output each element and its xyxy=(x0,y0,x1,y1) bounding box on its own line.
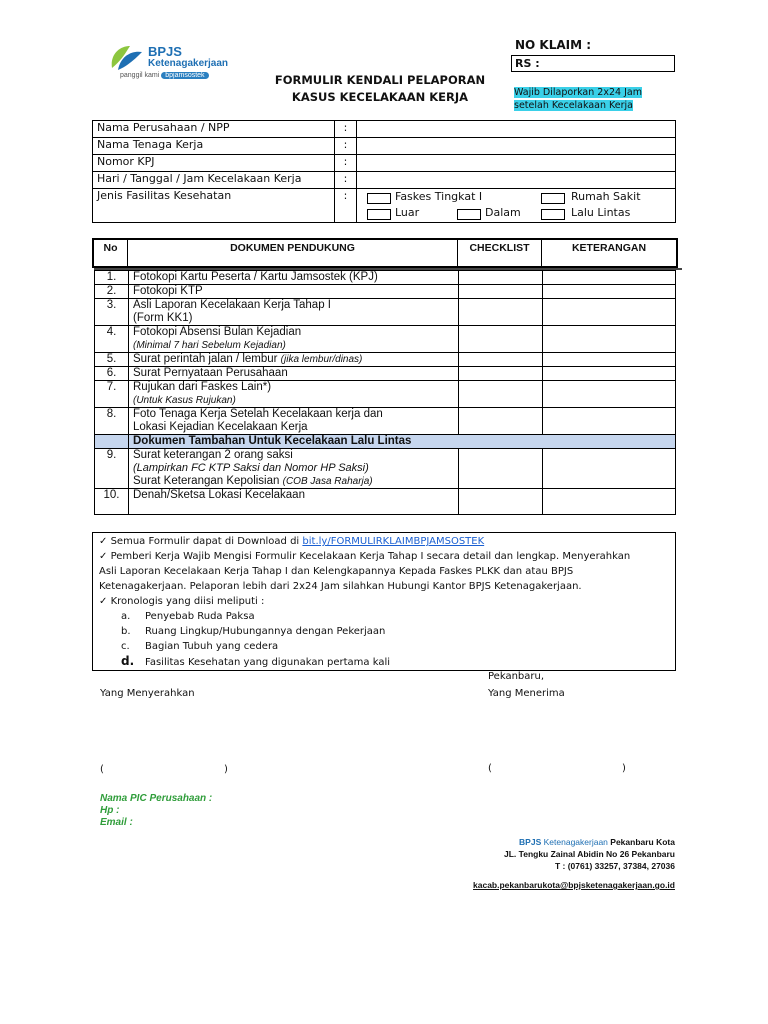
check-icon: ✓ xyxy=(99,596,108,607)
download-link[interactable]: bit.ly/FORMULIRKLAIMBPJAMSOSTEK xyxy=(302,536,485,547)
row-number: 10. xyxy=(95,489,129,515)
doc-line: Fotokopi Absensi Bulan Kejadian xyxy=(133,326,302,338)
wajib-line2: setelah Kecelakaan Kerja xyxy=(514,100,633,111)
pic-email-label: Email : xyxy=(100,817,133,828)
doc-subnote: (Lampirkan FC KTP Saksi dan Nomor HP Saksi) xyxy=(133,462,369,474)
info-row xyxy=(93,172,676,189)
row-number: 6. xyxy=(95,367,129,381)
row-checklist-cell[interactable] xyxy=(459,326,543,353)
row-number: 9. xyxy=(95,449,129,489)
note-line: Asli Laporan Kecelakaan Kerja Tahap I dan Kelengkapannya Kepada Faskes PLKK dan atau BPJS xyxy=(99,566,574,577)
doc-line: Surat perintah jalan / lembur xyxy=(133,353,278,365)
pic-block xyxy=(100,793,212,829)
form-title-line2: KASUS KECELAKAAN KERJA xyxy=(291,90,469,104)
row-number: 5. xyxy=(95,353,129,367)
section-row xyxy=(95,435,676,449)
row-keterangan-cell[interactable] xyxy=(543,367,676,381)
rs-field[interactable]: RS : xyxy=(511,55,675,72)
office-brand: BPJS xyxy=(519,837,542,847)
logo-tagline xyxy=(120,72,209,79)
note-subitem xyxy=(99,639,669,654)
table-row xyxy=(95,449,676,489)
info-label: Jenis Fasilitas Kesehatan xyxy=(93,189,335,223)
sign-receiver-close: ) xyxy=(622,763,626,774)
table-row xyxy=(95,381,676,408)
subitem-marker: a. xyxy=(121,611,131,622)
subitem-marker: d. xyxy=(121,654,135,668)
row-number: 4. xyxy=(95,326,129,353)
doc-line: (Form KK1) xyxy=(133,312,193,324)
office-phone: T : (0761) 33257, 37384, 27036 xyxy=(554,861,675,871)
table-row xyxy=(95,367,676,381)
sign-giver-close: ) xyxy=(224,764,228,775)
row-document xyxy=(129,299,459,326)
doc-line: Asli Laporan Kecelakaan Kerja Tahap I xyxy=(133,299,331,311)
note-subitem xyxy=(99,609,669,624)
sign-receiver-open: ( xyxy=(488,763,492,774)
note-text: Pemberi Kerja Wajib Mengisi Formulir Kecelakaan Kerja Tahap I secara detail dan lengkap. Menyerahkan xyxy=(110,551,631,562)
tagline-text: panggil kami xyxy=(120,72,160,79)
info-colon: : xyxy=(335,121,357,138)
info-colon: : xyxy=(335,155,357,172)
row-document xyxy=(129,381,459,408)
pic-name-label: Nama PIC Perusahaan : xyxy=(100,793,213,804)
sign-city: Pekanbaru, xyxy=(488,671,545,682)
sign-receiver-label: Yang Menerima xyxy=(488,688,565,699)
table-row xyxy=(95,285,676,299)
row-checklist-cell[interactable] xyxy=(459,285,543,299)
subitem-text: Penyebab Ruda Paksa xyxy=(145,611,255,622)
section-title: Dokumen Tambahan Untuk Kecelakaan Lalu Lintas xyxy=(129,435,676,449)
subitem-marker: b. xyxy=(121,626,131,637)
table-row xyxy=(95,271,676,285)
info-row xyxy=(93,121,676,138)
doc-subnote: (Untuk Kasus Rujukan) xyxy=(133,395,236,406)
row-number: 8. xyxy=(95,408,129,435)
row-keterangan-cell[interactable] xyxy=(543,489,676,515)
header-no: No xyxy=(94,240,128,266)
no-klaim-label: NO KLAIM : xyxy=(515,38,592,52)
wajib-line1: Wajib Dilaporkan 2x24 Jam xyxy=(514,87,642,98)
info-row xyxy=(93,138,676,155)
row-keterangan-cell[interactable] xyxy=(543,408,676,435)
table-row xyxy=(95,408,676,435)
rumah-sakit-checkbox[interactable] xyxy=(541,193,565,204)
info-value-field[interactable] xyxy=(357,155,676,172)
row-document xyxy=(129,449,459,489)
pic-hp-label: Hp : xyxy=(100,805,120,816)
subitem-marker: c. xyxy=(121,641,130,652)
row-keterangan-cell[interactable] xyxy=(543,299,676,326)
row-keterangan-cell[interactable] xyxy=(543,326,676,353)
office-footer xyxy=(504,836,675,872)
row-checklist-cell[interactable] xyxy=(459,449,543,489)
row-document: Fotokopi Kartu Peserta / Kartu Jamsostek (KPJ) xyxy=(129,271,459,285)
notes-box xyxy=(92,532,676,671)
logo-brand: BPJS xyxy=(148,44,182,59)
note-line xyxy=(99,534,669,549)
documents-table xyxy=(94,270,676,515)
note-text: Semua Formulir dapat di Download di xyxy=(110,536,300,547)
info-row xyxy=(93,189,676,223)
wajib-notice xyxy=(514,86,642,112)
doc-line: Foto Tenaga Kerja Setelah Kecelakaan kerja dan xyxy=(133,408,383,420)
tagline-pill: bpjamsostek xyxy=(161,72,208,79)
form-title xyxy=(270,72,490,106)
row-keterangan-cell[interactable] xyxy=(543,353,676,367)
office-branch: Pekanbaru Kota xyxy=(610,837,675,847)
doc-subnote: (jika lembur/dinas) xyxy=(280,354,363,365)
header-dokumen: DOKUMEN PENDUKUNG xyxy=(128,240,458,266)
bpjs-leaf-icon xyxy=(108,42,146,72)
table-row xyxy=(95,353,676,367)
info-value-field[interactable] xyxy=(357,138,676,155)
row-number: 3. xyxy=(95,299,129,326)
luar-checkbox[interactable] xyxy=(367,209,391,220)
info-value-field[interactable] xyxy=(357,172,676,189)
faskes-opt4-label: Dalam xyxy=(485,206,521,219)
doc-subnote: (Minimal 7 hari Sebelum Kejadian) xyxy=(133,340,286,351)
sign-giver-label: Yang Menyerahkan xyxy=(100,688,195,699)
table-row xyxy=(95,299,676,326)
doc-line xyxy=(133,475,454,488)
doc-line: Lokasi Kejadian Kecelakaan Kerja xyxy=(133,421,308,433)
row-checklist-cell[interactable] xyxy=(459,408,543,435)
office-brand-sub: Ketenagakerjaan xyxy=(543,837,608,847)
office-address: JL. Tengku Zainal Abidin No 26 Pekanbaru xyxy=(504,849,675,859)
info-value-field[interactable] xyxy=(357,121,676,138)
info-colon: : xyxy=(335,172,357,189)
lalu-lintas-checkbox[interactable] xyxy=(541,209,565,220)
doc-line: Rujukan dari Faskes Lain*) xyxy=(133,381,272,393)
header-checklist: CHECKLIST xyxy=(458,240,542,266)
row-checklist-cell[interactable] xyxy=(459,489,543,515)
office-name xyxy=(504,836,675,848)
faskes-opt1-label: Faskes Tingkat I xyxy=(395,190,483,203)
dalam-checkbox[interactable] xyxy=(457,209,481,220)
faskes-options xyxy=(357,189,676,223)
info-row xyxy=(93,155,676,172)
subitem-text: Bagian Tubuh yang cedera xyxy=(145,641,279,652)
row-number: 1. xyxy=(95,271,129,285)
subitem-text: Ruang Lingkup/Hubungannya dengan Pekerjaan xyxy=(145,626,386,637)
doc-line: Surat keterangan 2 orang saksi xyxy=(133,449,293,461)
faskes-opt2-label: Rumah Sakit xyxy=(571,190,641,203)
note-subitem xyxy=(99,624,669,639)
documents-header xyxy=(92,238,678,268)
bpjs-logo xyxy=(108,42,248,84)
sign-giver-open: ( xyxy=(100,764,104,775)
note-line xyxy=(99,549,669,564)
row-document: Fotokopi KTP xyxy=(129,285,459,299)
row-document xyxy=(129,408,459,435)
table-row xyxy=(95,326,676,353)
faskes-tingkat-checkbox[interactable] xyxy=(367,193,391,204)
check-icon: ✓ xyxy=(99,551,108,562)
logo-brand-sub: Ketenagakerjaan xyxy=(148,58,229,69)
table-row xyxy=(95,489,676,515)
row-keterangan-cell[interactable] xyxy=(543,271,676,285)
row-document: Surat Pernyataan Perusahaan xyxy=(129,367,459,381)
info-colon: : xyxy=(335,138,357,155)
note-line: Ketenagakerjaan. Pelaporan lebih dari 2x24 Jam silahkan Hubungi Kantor BPJS Ketenagakerjaan. xyxy=(99,581,582,592)
check-icon: ✓ xyxy=(99,536,108,547)
doc-subnote: (COB Jasa Raharja) xyxy=(282,476,373,487)
row-keterangan-cell[interactable] xyxy=(543,381,676,408)
doc-line-text: Surat Keterangan Kepolisian xyxy=(133,475,280,487)
row-document: Denah/Sketsa Lokasi Kecelakaan xyxy=(129,489,459,515)
faskes-opt5-label: Lalu Lintas xyxy=(571,206,631,219)
header-keterangan: KETERANGAN xyxy=(571,242,647,254)
note-line xyxy=(99,594,669,609)
info-colon: : xyxy=(335,189,357,223)
info-label: Nama Perusahaan / NPP xyxy=(93,121,335,138)
faskes-opt3-label: Luar xyxy=(395,206,420,219)
info-label: Nomor KPJ xyxy=(93,155,335,172)
row-keterangan-cell[interactable] xyxy=(543,449,676,489)
info-label: Hari / Tanggal / Jam Kecelakaan Kerja xyxy=(93,172,335,189)
note-subitem xyxy=(99,654,669,670)
office-email-link[interactable]: kacab.pekanbarukota@bpjsketenagakerjaan.go.id xyxy=(473,880,675,890)
row-document xyxy=(129,326,459,353)
company-info-table xyxy=(92,120,676,223)
form-title-line1: FORMULIR KENDALI PELAPORAN xyxy=(274,73,486,87)
row-checklist-cell[interactable] xyxy=(459,271,543,285)
note-text: Kronologis yang diisi meliputi : xyxy=(110,596,265,607)
row-checklist-cell[interactable] xyxy=(459,299,543,326)
section-number-cell xyxy=(95,435,129,449)
row-number: 2. xyxy=(95,285,129,299)
info-label: Nama Tenaga Kerja xyxy=(93,138,335,155)
row-number: 7. xyxy=(95,381,129,408)
row-checklist-cell[interactable] xyxy=(459,353,543,367)
row-keterangan-cell[interactable] xyxy=(543,285,676,299)
row-document xyxy=(129,353,459,367)
subitem-text: Fasilitas Kesehatan yang digunakan pertama kali xyxy=(145,657,391,668)
row-checklist-cell[interactable] xyxy=(459,381,543,408)
row-checklist-cell[interactable] xyxy=(459,367,543,381)
